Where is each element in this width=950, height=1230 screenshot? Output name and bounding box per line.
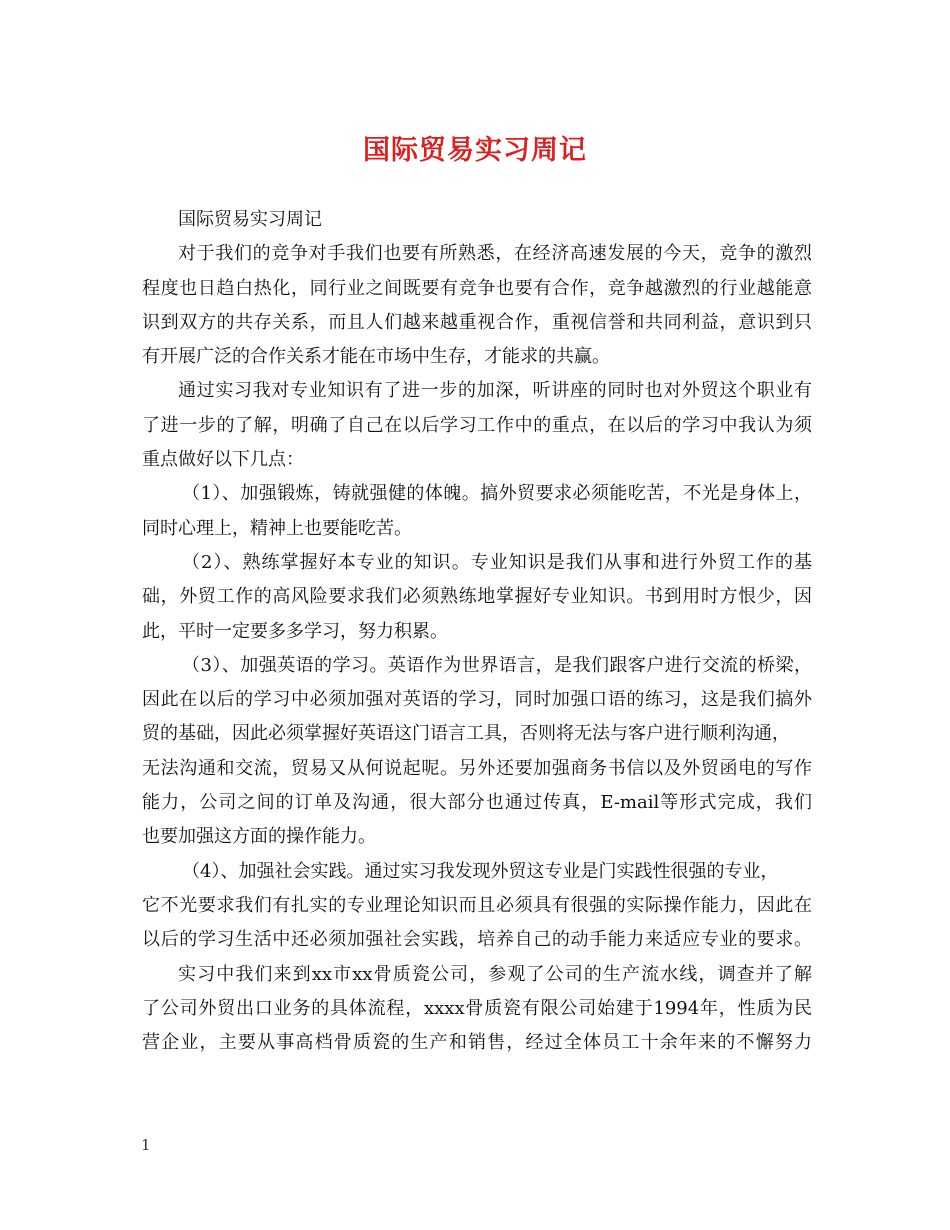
text-line: （2）、熟练掌握好本专业的知识。专业知识是我们从事和进行外贸工作的基 <box>182 551 812 573</box>
text-line: 础，外贸工作的高风险要求我们必须熟练地掌握好专业知识。书到用时方恨少，因 <box>142 586 812 608</box>
text-line: 有开展广泛的合作关系才能在市场中生存，才能求的共赢。 <box>142 346 610 368</box>
text-line: （1）、加强锻炼，铸就强健的体魄。搞外贸要求必须能吃苦，不光是身体上， <box>182 483 812 505</box>
text-line: 以后的学习生活中还必须加强社会实践，培养自己的动手能力来适应专业的要求。 <box>142 929 812 951</box>
text-line: 对于我们的竞争对手我们也要有所熟悉，在经济高速发展的今天，竞争的激烈 <box>178 243 812 265</box>
text-line: 营企业，主要从事高档骨质瓷的生产和销售，经过全体员工十余年来的不懈努力 <box>142 1032 812 1054</box>
text-line: 因此在以后的学习中必须加强对英语的学习，同时加强口语的练习，这是我们搞外 <box>142 689 812 711</box>
text-line: 了进一步的了解，明确了自己在以后学习工作中的重点，在以后的学习中我认为须 <box>142 414 812 436</box>
text-line: 此，平时一定要多多学习，努力积累。 <box>142 620 448 642</box>
text-line: 实习中我们来到xx市xx骨质瓷公司，参观了公司的生产流水线，调查并了解 <box>178 963 812 985</box>
text-line: 国际贸易实习周记 <box>178 209 322 230</box>
text-line: （4）、加强社会实践。通过实习我发现外贸这专业是门实践性很强的专业， <box>182 860 779 882</box>
text-line: 能力，公司之间的订单及沟通，很大部分也通过传真，E-mail等形式完成，我们 <box>142 792 812 814</box>
text-line: 它不光要求我们有扎实的专业理论知识而且必须具有很强的实际操作能力，因此在 <box>142 894 812 916</box>
document-title: 国际贸易实习周记 <box>363 135 587 166</box>
text-line: 通过实习我对专业知识有了进一步的加深，听讲座的同时也对外贸这个职业有 <box>178 380 812 402</box>
text-line: （3）、加强英语的学习。英语作为世界语言，是我们跟客户进行交流的桥梁， <box>182 654 812 676</box>
text-line: 也要加强这方面的操作能力。 <box>142 826 376 848</box>
page-number: 1 <box>141 1136 151 1154</box>
text-line: 重点做好以下几点： <box>142 449 304 471</box>
text-line: 无法沟通和交流，贸易又从何说起呢。另外还要加强商务书信以及外贸函电的写作 <box>142 757 812 779</box>
text-line: 贸的基础，因此必须掌握好英语这门语言工具，否则将无法与客户进行顺利沟通， <box>142 723 790 745</box>
document-body <box>142 203 812 1060</box>
text-line: 程度也日趋白热化，同行业之间既要有竞争也要有合作，竞争越激烈的行业越能意 <box>142 277 812 299</box>
text-line: 同时心理上，精神上也要能吃苦。 <box>142 517 412 539</box>
text-line: 识到双方的共存关系，而且人们越来越重视合作，重视信誉和共同利益，意识到只 <box>142 311 812 333</box>
text-line: 了公司外贸出口业务的具体流程，xxxx骨质瓷有限公司始建于1994年，性质为民 <box>142 997 812 1019</box>
